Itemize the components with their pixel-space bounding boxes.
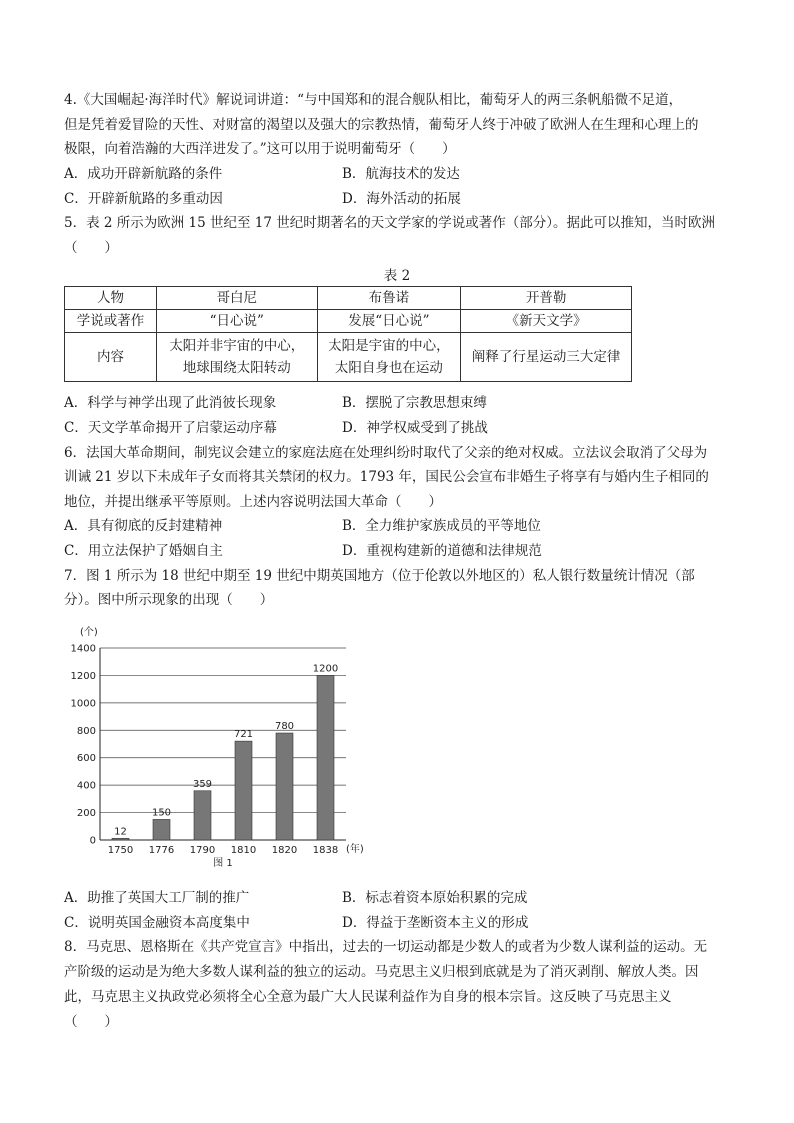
y-tick-label: 1200 [70, 670, 96, 682]
q4-option-d[interactable]: D．海外活动的拓展 [342, 191, 461, 207]
x-tick-label: 1750 [107, 845, 134, 856]
q5-stem-line-2: （ ） [64, 240, 118, 256]
bar-value-label: 721 [233, 729, 254, 741]
q4-option-a[interactable]: A．成功开辟新航路的条件 [64, 166, 223, 182]
table-cell: “日心说” [156, 310, 317, 333]
figure-1-bar-chart [58, 620, 378, 870]
table-row [65, 333, 632, 382]
table-cell: 布鲁诺 [317, 287, 461, 310]
q5-stem-line-1: 5．表 2 所示为欧洲 15 世纪至 17 世纪时期著名的天文学家的学说或著作（部分）。据此可以推知，当时欧洲 [64, 215, 716, 231]
q4-stem-line-1: 4.《大国崛起·海洋时代》解说词讲道：“与中国郑和的混合舰队相比，葡萄牙人的两三条帆船微不足道， [64, 92, 683, 108]
table-cell: 人物 [65, 287, 157, 310]
table-cell: 开普勒 [461, 287, 632, 310]
y-tick-label: 1400 [70, 643, 96, 655]
q6-option-a[interactable]: A．具有彻底的反封建精神 [64, 518, 223, 534]
table-cell [317, 333, 461, 382]
q5-option-b[interactable]: B．摆脱了宗教思想束缚 [342, 395, 487, 411]
chart-gridlines [100, 648, 346, 813]
figure-caption: 图 1 [213, 858, 233, 869]
x-tick-label: 1790 [189, 845, 216, 856]
bar-1790 [194, 791, 211, 840]
x-axis-unit: (年) [346, 844, 364, 855]
y-tick-label: 400 [76, 780, 96, 792]
q4-stem-line-3: 极限，向着浩瀚的大西洋进发了。”这可以用于说明葡萄牙（ ） [64, 141, 456, 157]
bar-1820 [276, 733, 293, 840]
bar-value-label: 150 [151, 807, 172, 819]
q7-option-c[interactable]: C．说明英国金融资本高度集中 [64, 915, 250, 931]
table-cell: 学说或著作 [65, 310, 157, 333]
q7-option-b[interactable]: B．标志着资本原始积累的完成 [342, 890, 528, 906]
x-tick-label: 1838 [312, 845, 339, 856]
y-tick-label: 200 [76, 808, 96, 820]
q8-stem-line-1: 8．马克思、恩格斯在《共产党宣言》中指出，过去的一切运动都是少数人的或者为少数人谋利益的运动。无 [64, 939, 708, 955]
q6-option-b[interactable]: B．全力维护家族成员的平等地位 [342, 518, 541, 534]
bar-value-label: 12 [114, 826, 127, 838]
cell-line: 地球围绕太阳转动 [182, 360, 291, 376]
table-cell: 阐释了行星运动三大定律 [461, 333, 632, 382]
q7-stem-line-1: 7．图 1 所示为 18 世纪中期至 19 世纪中期英国地方（位于伦敦以外地区的）私人银行数量统计情况（部 [64, 568, 695, 584]
q6-option-c[interactable]: C．用立法保护了婚姻自主 [64, 543, 223, 559]
q5-option-c[interactable]: C．天文学革命揭开了启蒙运动序幕 [64, 420, 277, 436]
q4-stem-line-2: 但是凭着爱冒险的天性、对财富的渴望以及强大的宗教热情，葡萄牙人终于冲破了欧洲人在生理和心理上的 [64, 117, 699, 133]
y-tick-label: 1000 [70, 698, 96, 710]
x-tick-label: 1776 [148, 845, 175, 856]
q4-option-b[interactable]: B．航海技术的发达 [342, 166, 460, 182]
bar-1838 [317, 675, 334, 840]
bar-value-label: 1200 [312, 663, 339, 675]
q6-option-d[interactable]: D．重视构建新的道德和法律规范 [342, 543, 542, 559]
bar-1776 [153, 819, 170, 840]
table-2 [64, 286, 632, 382]
q6-stem-line-3: 地位，并提出继承平等原则。上述内容说明法国大革命（ ） [64, 494, 442, 510]
q6-stem-line-1: 6．法国大革命期间，制宪议会建立的家庭法庭在处理纠纷时取代了父亲的绝对权威。立法议会取消了父母为 [64, 445, 708, 461]
table-cell [156, 333, 317, 382]
table-cell: 哥白尼 [156, 287, 317, 310]
cell-line: 太阳并非宇宙的中心， [169, 338, 305, 354]
table-cell: 《新天文学》 [461, 310, 632, 333]
cell-line: 太阳自身也在运动 [334, 360, 443, 376]
q7-stem-line-2: 分）。图中所示现象的出现（ ） [64, 592, 274, 608]
bar-value-label: 780 [274, 721, 295, 733]
cell-line: 太阳是宇宙的中心， [328, 338, 450, 354]
table-cell: 发展“日心说” [317, 310, 461, 333]
q6-stem-line-2: 训诫 21 岁以下未成年子女而将其关禁闭的权力。1793 年，国民公会宣布非婚生子将享有与婚内生子相同的 [64, 469, 709, 485]
table-row [65, 310, 632, 333]
bar-1810 [235, 741, 252, 840]
q5-option-a[interactable]: A．科学与神学出现了此消彼长现象 [64, 395, 277, 411]
y-tick-label: 800 [76, 725, 96, 737]
bar-value-label: 359 [192, 778, 213, 790]
q8-stem-line-2: 产阶级的运动是为绝大多数人谋利益的独立的运动。马克思主义归根到底就是为了消灭剥削、解放人类。因 [64, 964, 699, 980]
q7-option-a[interactable]: A．助推了英国大工厂制的推广 [64, 890, 250, 906]
q8-stem-line-4: （ ） [64, 1014, 118, 1030]
q7-option-d[interactable]: D．得益于垄断资本主义的形成 [342, 915, 529, 931]
q8-stem-line-3: 此，马克思主义执政党必须将全心全意为最广大人民谋利益作为自身的根本宗旨。这反映了马克思主义 [64, 989, 672, 1005]
q5-option-d[interactable]: D．神学权威受到了挑战 [342, 420, 488, 436]
y-tick-label: 600 [76, 753, 96, 765]
table-cell: 内容 [65, 333, 157, 382]
x-tick-label: 1820 [271, 845, 298, 856]
y-axis-unit: (个) [80, 627, 98, 638]
table-row [65, 287, 632, 310]
bar-1750 [112, 838, 129, 840]
chart-bars [112, 663, 338, 840]
table-2-caption: 表 2 [383, 268, 411, 284]
y-tick-label: 0 [89, 835, 96, 847]
x-tick-label: 1810 [230, 845, 257, 856]
q4-option-c[interactable]: C．开辟新航路的多重动因 [64, 191, 223, 207]
